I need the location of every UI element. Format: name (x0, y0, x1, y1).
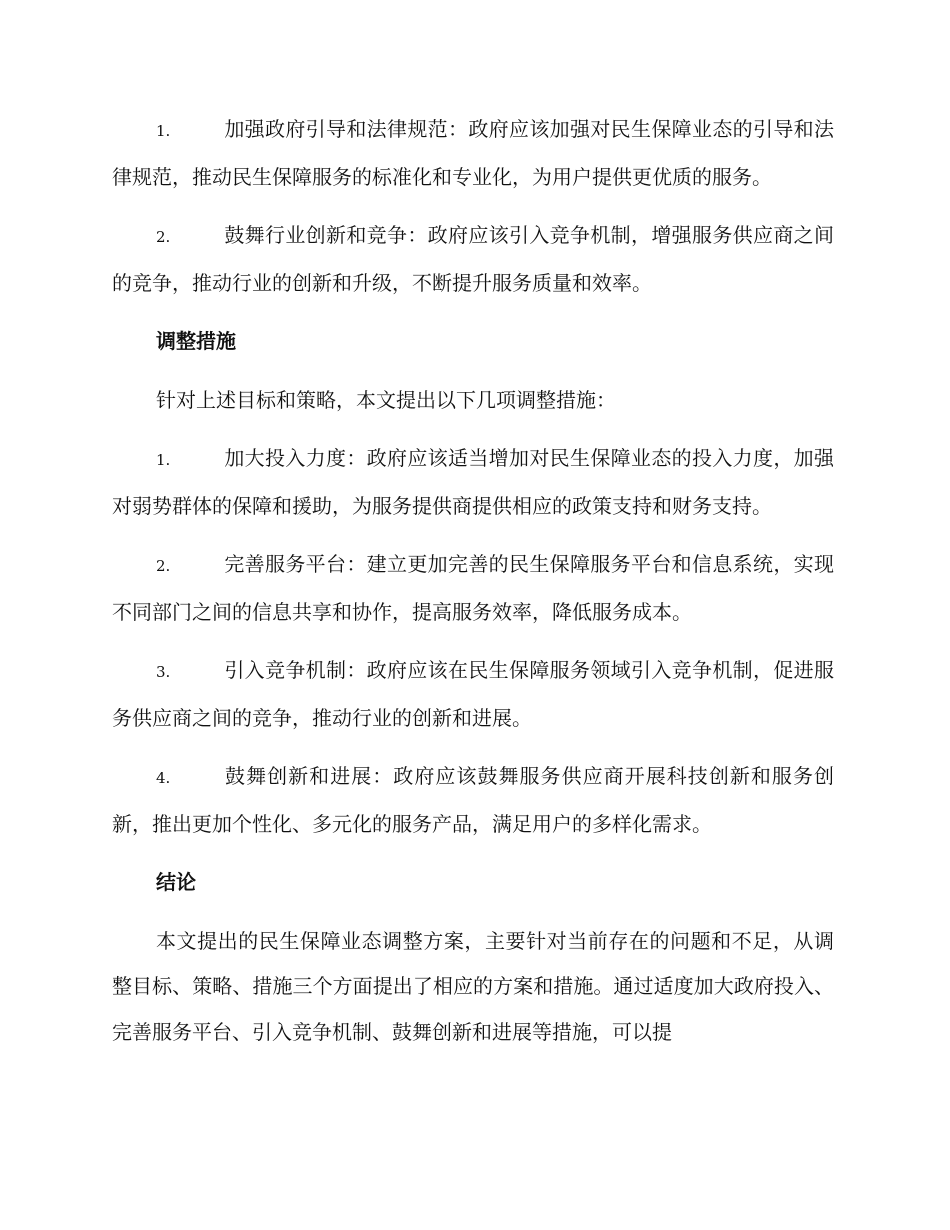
list-item (112, 754, 834, 847)
list-item-number: 2. (156, 228, 171, 246)
list-item-number: 1. (156, 122, 171, 140)
list-item (112, 542, 834, 635)
list-item (112, 436, 834, 529)
document-page (112, 107, 834, 1068)
list-item-text: 加大投入力度：政府应该适当增加对民生保障业态的投入力度，加强对弱势群体的保障和援助，为服务提供商提供相应的政策支持和财务支持。 (112, 446, 834, 518)
list-item-number: 4. (156, 769, 171, 787)
list-item-number: 1. (156, 451, 171, 469)
section-heading-measures: 调整措施 (156, 329, 236, 353)
list-item-number: 2. (156, 557, 171, 575)
list-item (112, 107, 834, 200)
list-item-text: 完善服务平台：建立更加完善的民生保障服务平台和信息系统，实现不同部门之间的信息共享和协作，提高服务效率，降低服务成本。 (112, 552, 834, 624)
list-item-text: 引入竞争机制：政府应该在民生保障服务领域引入竞争机制，促进服务供应商之间的竞争，推动行业的创新和进展。 (112, 658, 834, 730)
measures-intro-paragraph: 针对上述目标和策略，本文提出以下几项调整措施： (156, 387, 616, 412)
list-item (112, 213, 834, 306)
conclusion-paragraph: 本文提出的民生保障业态调整方案，主要针对当前存在的问题和不足，从调整目标、策略、措施三个方面提出了相应的方案和措施。通过适度加大政府投入、完善服务平台、引入竞争机制、鼓舞创新和进展等措施，可以提 (112, 928, 834, 1044)
list-item-text: 鼓舞行业创新和竞争：政府应该引入竞争机制，增强服务供应商之间的竞争，推动行业的创新和升级，不断提升服务质量和效率。 (112, 223, 834, 295)
list-item-text: 加强政府引导和法律规范：政府应该加强对民生保障业态的引导和法律规范，推动民生保障服务的标准化和专业化，为用户提供更优质的服务。 (112, 117, 834, 189)
section-heading-conclusion: 结论 (156, 870, 196, 894)
list-item-number: 3. (156, 663, 171, 681)
list-item (112, 648, 834, 741)
list-item-text: 鼓舞创新和进展：政府应该鼓舞服务供应商开展科技创新和服务创新，推出更加个性化、多元化的服务产品，满足用户的多样化需求。 (112, 764, 834, 836)
